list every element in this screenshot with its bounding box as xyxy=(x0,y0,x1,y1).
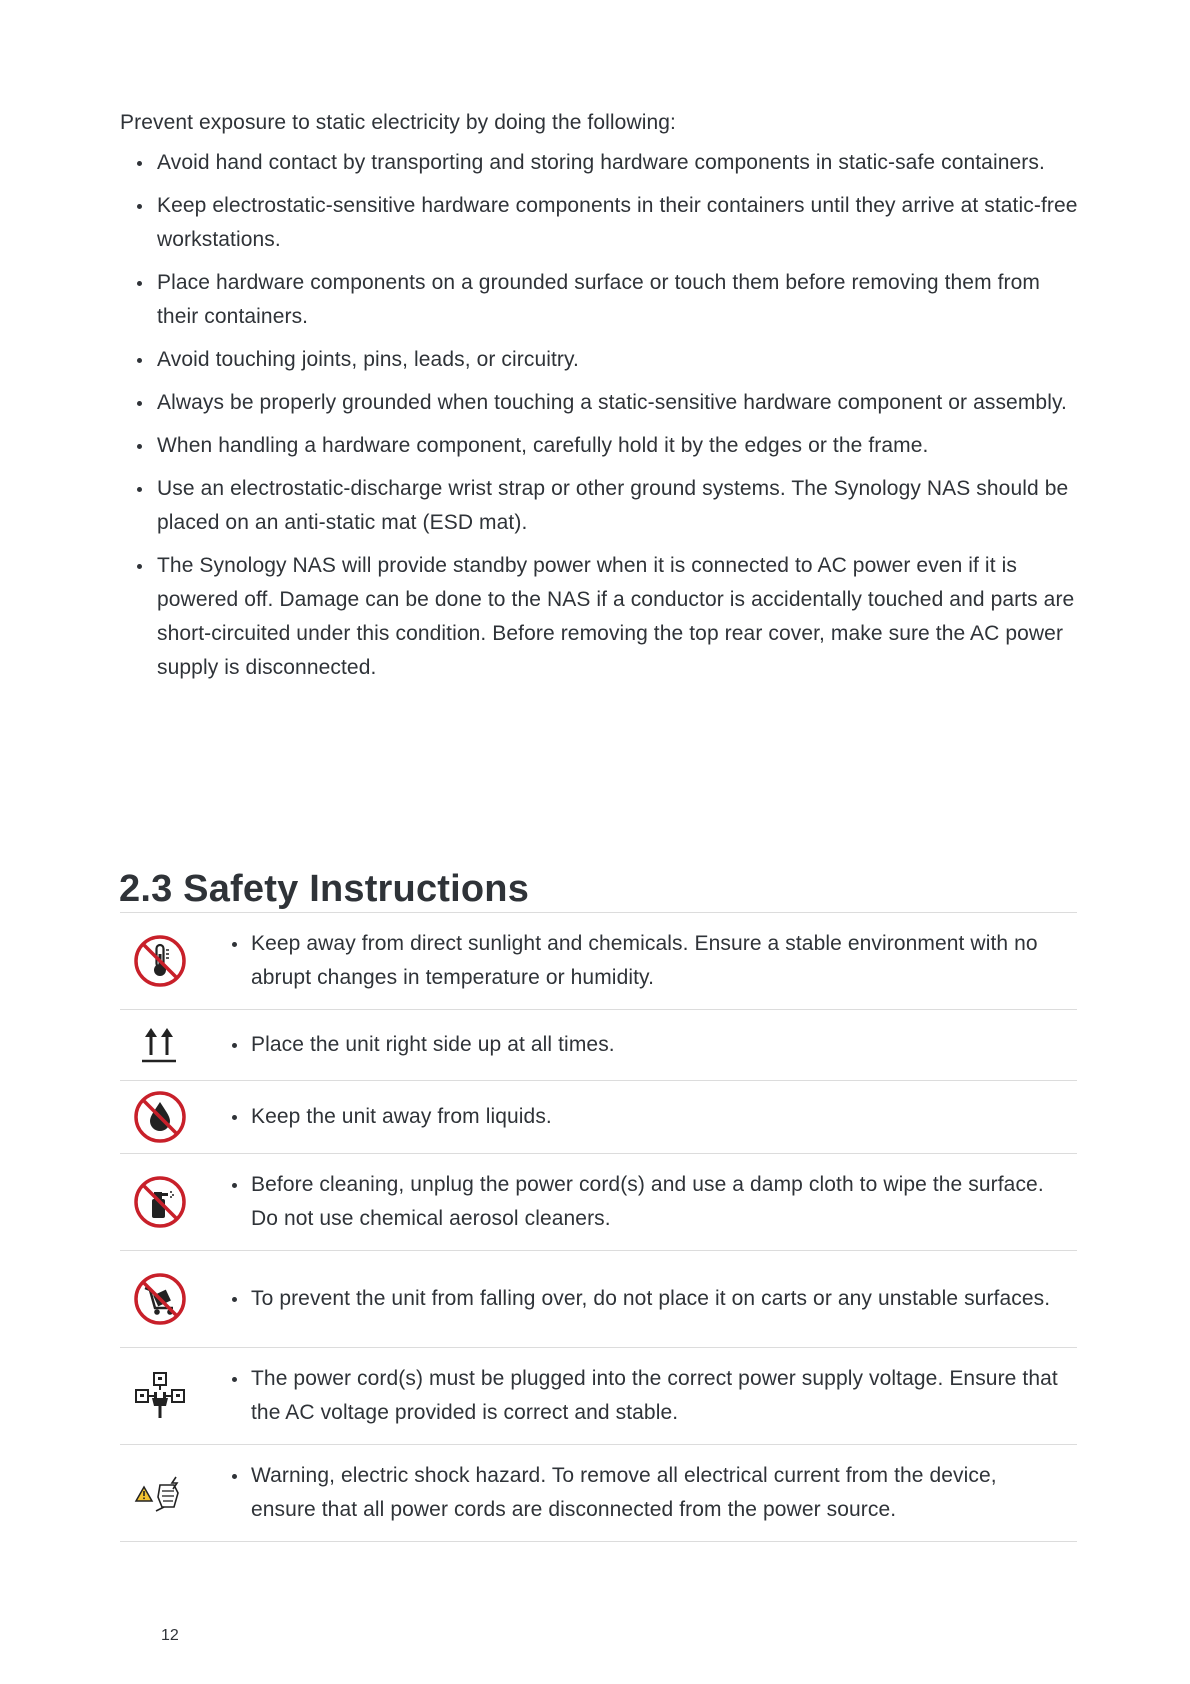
table-row xyxy=(120,1250,1077,1347)
safety-row-text: Keep the unit away from liquids. xyxy=(120,1100,1077,1134)
safety-row-text: Place the unit right side up at all times. xyxy=(120,1028,1077,1062)
table-row xyxy=(120,1080,1077,1153)
intro-text: Prevent exposure to static electricity by doing the following: xyxy=(120,111,676,134)
list-item: Use an electrostatic-discharge wrist strap or other ground systems. The Synology NAS should be placed on an anti-static mat (ESD mat). xyxy=(120,472,1080,540)
static-bullet-list xyxy=(120,146,1080,694)
safety-row-text: Keep away from direct sunlight and chemicals. Ensure a stable environment with no abrupt changes in temperature or humidity. xyxy=(120,927,1077,995)
safety-row-text: Before cleaning, unplug the power cord(s) and use a damp cloth to wipe the surface. Do not use chemical aerosol cleaners. xyxy=(120,1168,1077,1236)
safety-row-text: The power cord(s) must be plugged into the correct power supply voltage. Ensure that the AC voltage provided is correct and stable. xyxy=(120,1362,1077,1430)
list-item: Place hardware components on a grounded surface or touch them before removing them from their containers. xyxy=(120,266,1080,334)
safety-row-text: To prevent the unit from falling over, do not place it on carts or any unstable surfaces. xyxy=(120,1282,1077,1316)
table-row xyxy=(120,912,1077,1009)
section-title: 2.3 Safety Instructions xyxy=(119,867,530,910)
list-item: Avoid hand contact by transporting and storing hardware components in static-safe containers. xyxy=(120,146,1080,180)
safety-row-text: Warning, electric shock hazard. To remove all electrical current from the device, ensure that all power cords are disconnected from the power source. xyxy=(120,1459,1077,1527)
list-item: The Synology NAS will provide standby power when it is connected to AC power even if it is powered off. Damage can be done to the NAS if a conductor is accidentally touched and parts are short-circuited under this condition. Before removing the top rear cover, make sure the AC power supply is disconnected. xyxy=(120,549,1080,685)
table-row xyxy=(120,1347,1077,1444)
list-item: Avoid touching joints, pins, leads, or circuitry. xyxy=(120,343,1080,377)
list-item: When handling a hardware component, carefully hold it by the edges or the frame. xyxy=(120,429,1080,463)
safety-instructions-table xyxy=(120,912,1077,1542)
table-row xyxy=(120,1444,1077,1542)
table-row xyxy=(120,1153,1077,1250)
table-row xyxy=(120,1009,1077,1080)
page-number: 12 xyxy=(161,1627,179,1644)
list-item: Keep electrostatic-sensitive hardware components in their containers until they arrive at static-free workstations. xyxy=(120,189,1080,257)
list-item: Always be properly grounded when touching a static-sensitive hardware component or assembly. xyxy=(120,386,1080,420)
